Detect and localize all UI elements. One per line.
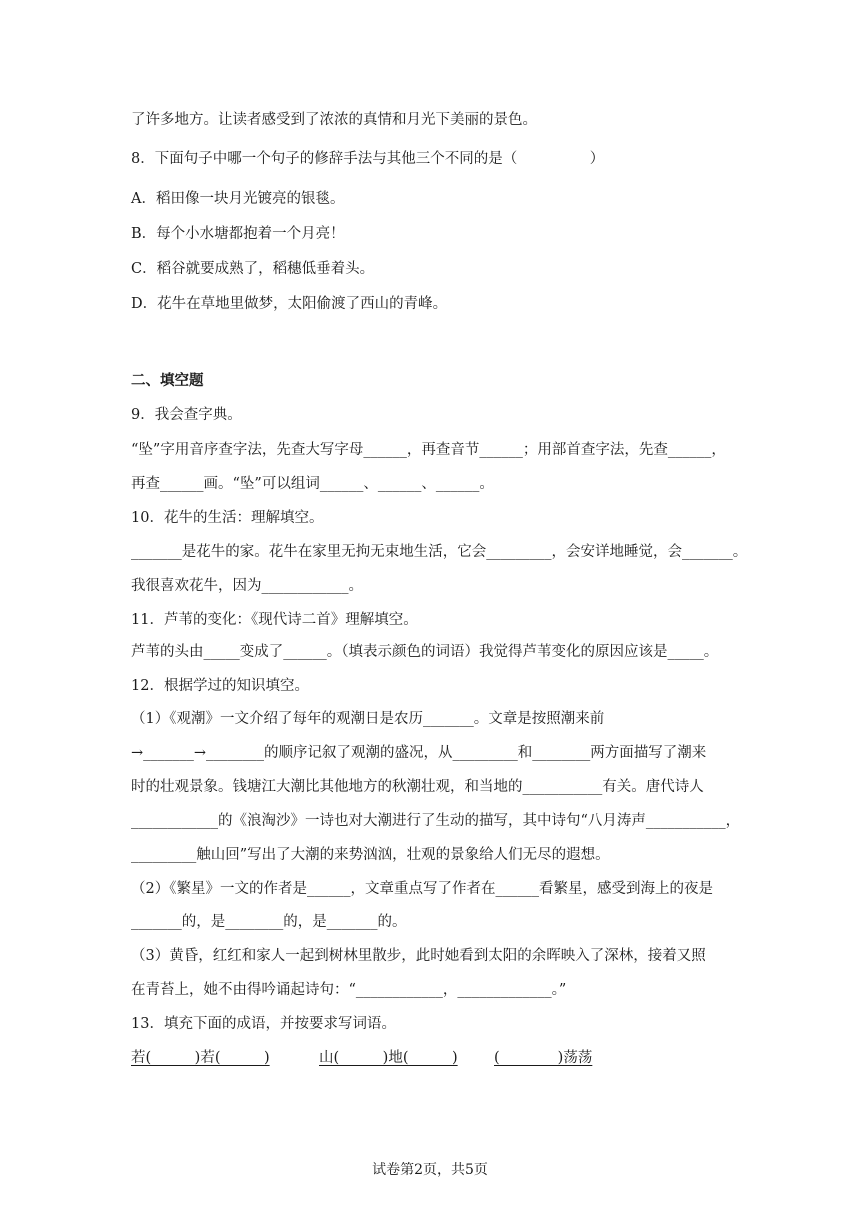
- question-9: 9．我会查字典。: [131, 407, 242, 423]
- text-line: （1）《观潮》一文介绍了每年的观潮日是农历_______。文章是按照潮来前: [131, 711, 605, 727]
- question-13: 13．填充下面的成语，并按要求写词语。: [131, 1016, 396, 1032]
- text-line: →_______→________的顺序记叙了观潮的盛况，从_________和________两方面描写了潮来: [131, 745, 707, 761]
- text-line: 芦苇的头由_____变成了______。（填表示颜色的词语）我觉得芦苇变化的原因应该是_____。: [131, 644, 719, 660]
- text-line: 在青苔上，她不由得吟诵起诗句：“____________，_____________。”: [131, 982, 567, 998]
- section-heading: 二、填空题: [131, 372, 204, 389]
- text-line: _______是花牛的家。花牛在家里无拘无束地生活，它会_________，会安详地睡觉，会_______。: [131, 544, 748, 560]
- text-line: 再查______画。“坠”可以组词______、______、______。: [131, 476, 494, 492]
- question-11: 11．芦苇的变化：《现代诗二首》理解填空。: [131, 612, 418, 628]
- text-line: （2）《繁星》一文的作者是______，文章重点写了作者在______看繁星，感受到海上的夜是: [131, 881, 713, 897]
- question-10: 10．花牛的生活：理解填空。: [131, 510, 324, 526]
- text-line: （3）黄昏，红红和家人一起到树林里散步，此时她看到太阳的余晖映入了深林，接着又照: [131, 948, 706, 964]
- page-footer: 试卷第2页，共5页: [372, 1162, 488, 1178]
- text-line: _______的，是________的，是_______的。: [131, 914, 407, 930]
- text-line: 时的壮观景象。钱塘江大潮比其他地方的秋潮壮观，和当地的___________有关。唐代诗人: [131, 779, 704, 795]
- option-a: A．稻田像一块月光镀亮的银毯。: [131, 191, 345, 207]
- idiom-blank-1: 若( )若( ): [131, 1050, 270, 1066]
- text-line: _________触山回”写出了大潮的来势汹汹，壮观的景象给人们无尽的遐想。: [131, 847, 610, 863]
- idiom-row: [131, 1048, 731, 1068]
- text-line: 了许多地方。让读者感受到了浓浓的真情和月光下美丽的景色。: [131, 112, 537, 128]
- question-12: 12．根据学过的知识填空。: [131, 678, 309, 694]
- option-d: D．花牛在草地里做梦，太阳偷渡了西山的青峰。: [131, 296, 448, 312]
- text-line: ____________的《浪淘沙》一诗也对大潮进行了生动的描写，其中诗句“八月涛声___________，: [131, 813, 741, 829]
- text-line: “坠”字用音序查字法，先查大写字母______，再查音节______；用部首查字法，先查______，: [131, 442, 726, 458]
- option-c: C．稻谷就要成熟了，稻穗低垂着头。: [131, 261, 375, 277]
- idiom-blank-2: 山( )地( ): [319, 1050, 458, 1066]
- option-b: B．每个小水塘都抱着一个月亮！: [131, 226, 345, 242]
- text-line: 我很喜欢花牛，因为____________。: [131, 578, 363, 594]
- idiom-blank-3: ( )荡荡: [494, 1050, 593, 1066]
- question-8: 8．下面句子中哪一个句子的修辞手法与其他三个不同的是（ ）: [131, 151, 605, 167]
